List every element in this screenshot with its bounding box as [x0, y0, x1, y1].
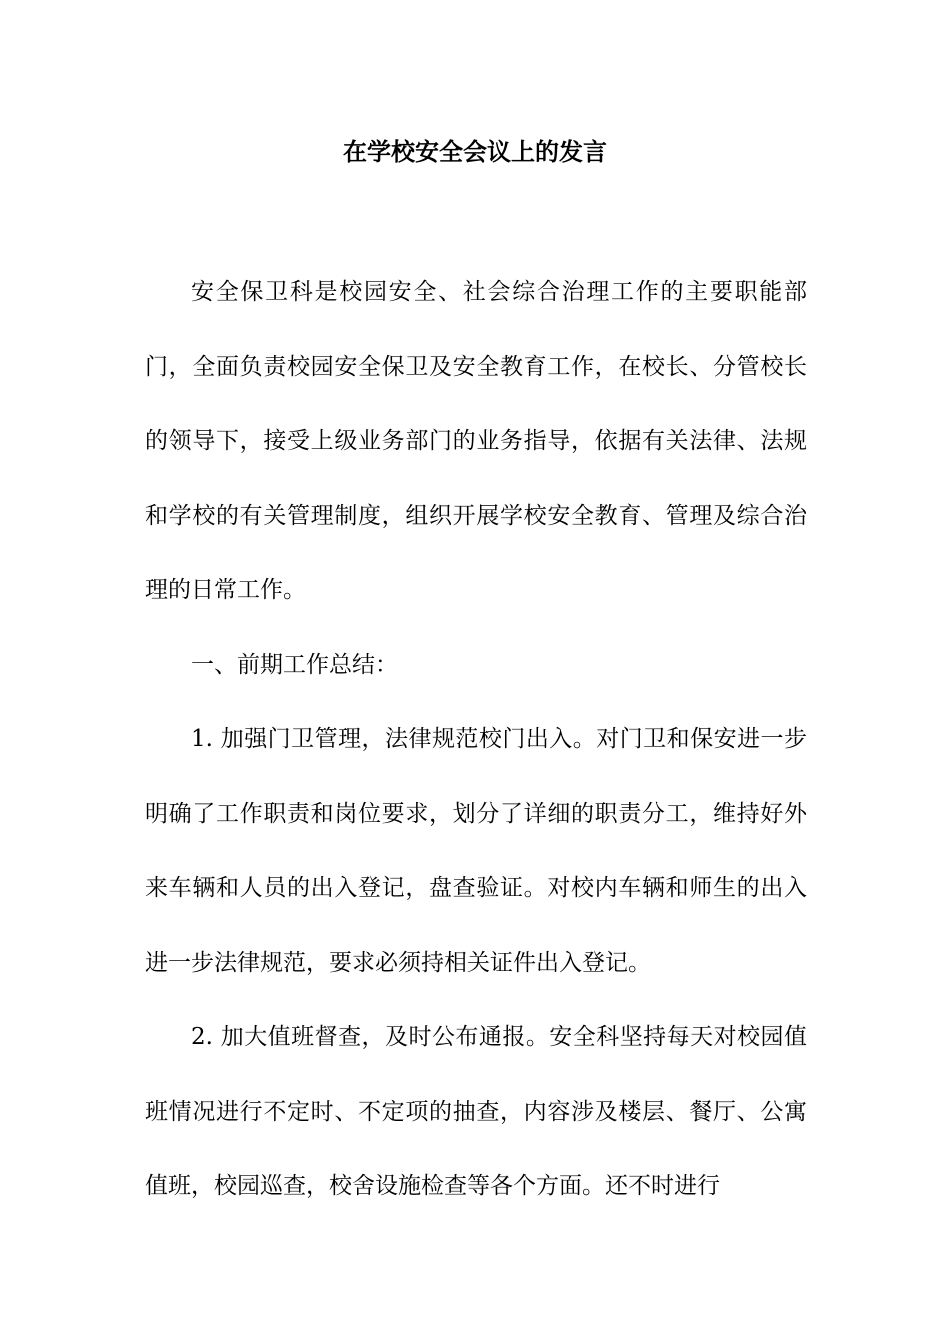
paragraph-item-2: 2. 加大值班督查，及时公布通报。安全科坚持每天对校园值班情况进行不定时、不定项的抽查，内容涉及楼层、餐厅、公寓值班，校园巡查，校舍设施检查等各个方面。还不时进行	[145, 1024, 807, 1199]
paragraph-section-heading: 一、前期工作总结：	[191, 651, 398, 678]
document-title: 在学校安全会议上的发言	[343, 138, 607, 166]
document-body	[145, 255, 807, 1224]
paragraph-item-1: 1. 加强门卫管理，法律规范校门出入。对门卫和保安进一步明确了工作职责和岗位要求，划分了详细的职责分工，维持好外来车辆和人员的出入登记，盘查验证。对校内车辆和师生的出入进一步法律规范，要求必须持相关证件出入登记。	[145, 726, 807, 976]
paragraph-intro: 安全保卫科是校园安全、社会综合治理工作的主要职能部门，全面负责校园安全保卫及安全教育工作，在校长、分管校长的领导下，接受上级业务部门的业务指导，依据有关法律、法规和学校的有关管理制度，组织开展学校安全教育、管理及综合治理的日常工作。	[145, 279, 807, 603]
